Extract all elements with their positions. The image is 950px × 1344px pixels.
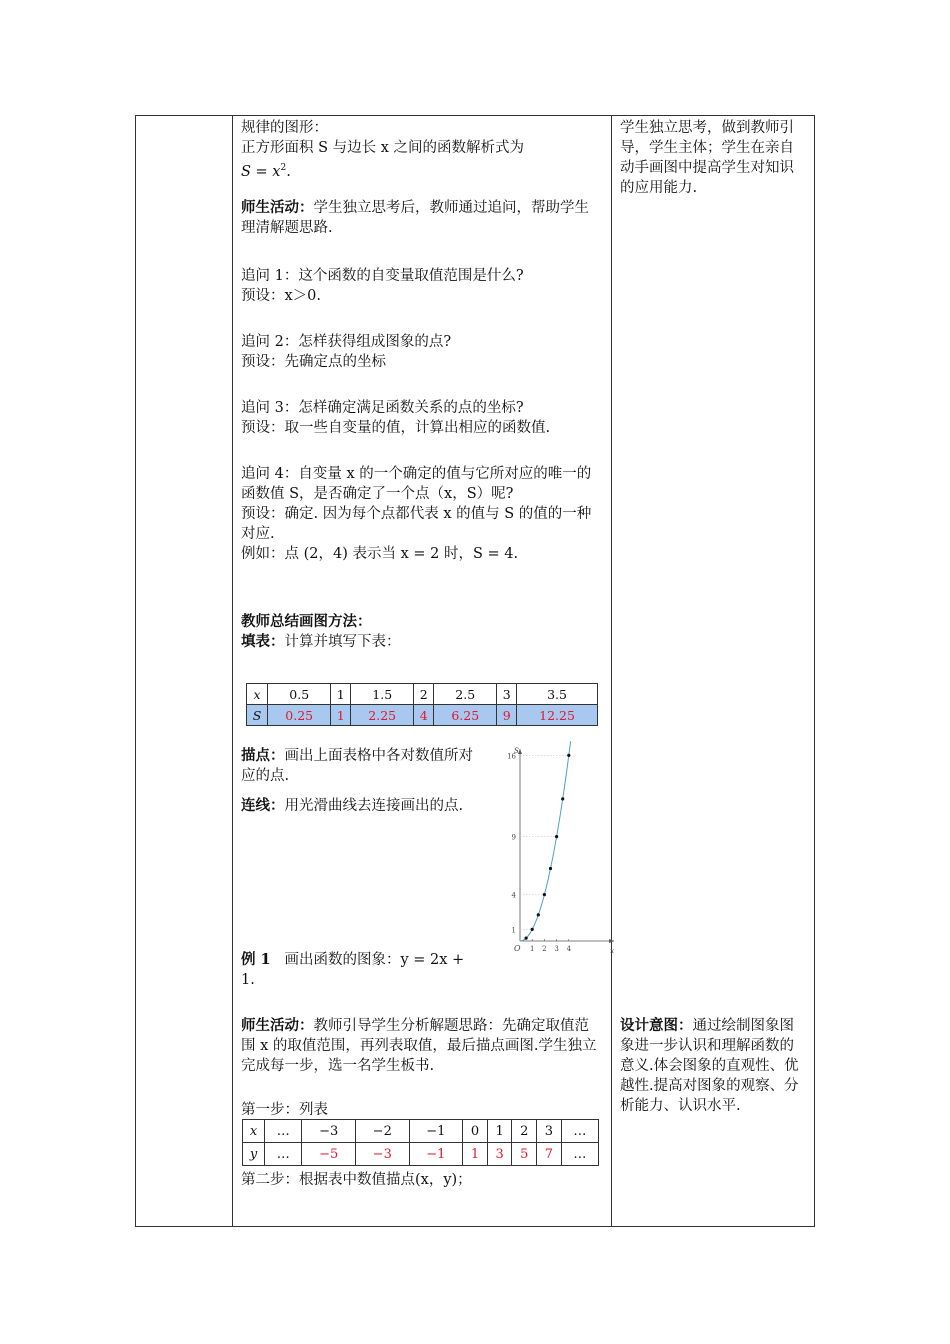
table-cell: 1 xyxy=(331,684,351,705)
fill-paragraph xyxy=(241,632,603,652)
table-cell: 2.25 xyxy=(351,705,414,726)
table-header-y: y xyxy=(243,1143,265,1166)
table-row xyxy=(243,1143,599,1166)
table-cell: 1.5 xyxy=(351,684,414,705)
plot-paragraph xyxy=(241,746,481,786)
data-point xyxy=(567,754,570,757)
activity-label: 师生活动： xyxy=(241,198,314,216)
linear-function-table xyxy=(242,1119,599,1166)
table-cell: 1 xyxy=(463,1143,488,1166)
fill-label: 填表： xyxy=(241,632,285,650)
table-cell: 12.25 xyxy=(517,705,598,726)
x-axis-label: x xyxy=(610,947,615,955)
example-label: 例 1 xyxy=(241,951,271,968)
table-cell: 0 xyxy=(463,1120,488,1143)
formula-exponent: 2 xyxy=(280,163,287,173)
data-point xyxy=(543,893,546,896)
x-tick-label: 4 xyxy=(566,945,572,953)
table-row xyxy=(247,684,598,705)
question-2: 追问 2：怎样获得组成图象的点? xyxy=(241,333,452,350)
y-axis-label: S xyxy=(514,747,519,755)
table-cell: 7 xyxy=(537,1143,562,1166)
table-header-x: x xyxy=(247,684,268,705)
square-curve xyxy=(520,741,571,941)
y-tick-label: 1 xyxy=(511,926,516,935)
table-cell: 6.25 xyxy=(434,705,497,726)
table-cell: … xyxy=(265,1120,302,1143)
question-4: 追问 4：自变量 x 的一个确定的值与它所对应的唯一的函数值 S，是否确定了一个点（x，S）呢? xyxy=(241,465,592,502)
y-tick-label: 16 xyxy=(507,752,516,761)
connect-paragraph xyxy=(241,796,481,816)
answer-1: 预设：x＞0. xyxy=(241,287,322,304)
column-divider xyxy=(610,116,615,1226)
x-tick-label: 1 xyxy=(529,945,535,953)
example-paragraph xyxy=(241,950,473,990)
table-cell: … xyxy=(561,1120,598,1143)
data-point xyxy=(537,913,540,916)
y-tick-label: 4 xyxy=(511,891,516,900)
example-text: 画出函数的图象：y = 2x + 1. xyxy=(241,952,465,988)
formula: S = x xyxy=(241,163,281,180)
table-header-s: S xyxy=(247,705,268,726)
data-point xyxy=(525,937,528,940)
formula-end: . xyxy=(286,163,291,180)
activity2-paragraph xyxy=(241,1016,603,1076)
answer-3: 预设：取一些自变量的值，计算出相应的函数值. xyxy=(241,419,551,436)
table-cell: −2 xyxy=(355,1120,409,1143)
answer-2: 预设：先确定点的坐标 xyxy=(241,353,386,370)
table-cell: 2.5 xyxy=(434,684,497,705)
plot-label: 描点： xyxy=(241,747,285,764)
question-1: 追问 1：这个函数的自变量取值范围是什么? xyxy=(241,267,524,284)
answer-4: 预设：确定. 因为每个点都代表 x 的值与 S 的值的一种对应. xyxy=(241,505,592,542)
table-cell: 2 xyxy=(512,1120,537,1143)
table-cell: 4 xyxy=(414,705,434,726)
design-label: 设计意图： xyxy=(620,1017,693,1034)
connect-label: 连线： xyxy=(241,797,285,814)
table-cell: 1 xyxy=(331,705,351,726)
table-cell: 5 xyxy=(512,1143,537,1166)
intro-line: 正方形面积 S 与边长 x 之间的函数解析式为 xyxy=(241,140,525,156)
activity-label: 师生活动： xyxy=(241,1017,314,1034)
summary-title: 教师总结画图方法： xyxy=(241,612,372,630)
table-cell: −3 xyxy=(302,1120,356,1143)
formula-line xyxy=(241,158,603,182)
activity-paragraph xyxy=(241,198,603,238)
data-point xyxy=(531,928,534,931)
table-cell: … xyxy=(265,1143,302,1166)
data-point xyxy=(549,867,552,870)
table-cell: 3.5 xyxy=(517,684,598,705)
table-cell: 9 xyxy=(497,705,517,726)
table-cell: −1 xyxy=(409,1143,463,1166)
data-point xyxy=(555,835,558,838)
table-row xyxy=(243,1120,599,1143)
table-cell: 3 xyxy=(537,1120,562,1143)
table-cell: −3 xyxy=(355,1143,409,1166)
question-3: 追问 3：怎样确定满足函数关系的点的坐标? xyxy=(241,399,524,416)
table-cell: 1 xyxy=(487,1120,512,1143)
design-text: 通过绘制图象图象进一步认识和理解函数的意义.体会图象的直观性、优越性.提高对图象的观察、分析能力、认识水平. xyxy=(620,1018,799,1114)
table-cell: 3 xyxy=(497,684,517,705)
activity-text: 学生独立思考后，教师通过追问，帮助学生理清解题思路. xyxy=(241,199,589,236)
intro-line: 规律的图形： xyxy=(241,120,328,136)
intent-top: 学生独立思考，做到教师引导，学生主体；学生在亲自动手画图中提高学生对知识的应用能力. xyxy=(620,120,794,196)
table-cell: 0.25 xyxy=(268,705,331,726)
fill-text: 计算并填写下表： xyxy=(284,633,401,650)
table-row xyxy=(247,705,598,726)
square-function-graph xyxy=(500,745,615,955)
x-tick-label: 2 xyxy=(542,945,547,953)
step1-label: 第一步：列表 xyxy=(241,1102,328,1118)
table-cell: … xyxy=(561,1143,598,1166)
activity-text: 教师引导学生分析解题思路：先确定取值范围 x 的取值范围，再列表取值，最后描点画图.学生独立完成每一步，选一名学生板书. xyxy=(241,1018,597,1074)
teaching-process-column xyxy=(241,118,603,652)
connect-text: 用光滑曲线去连接画出的点. xyxy=(284,798,464,814)
table-cell: 0.5 xyxy=(268,684,331,705)
table-cell: 2 xyxy=(414,684,434,705)
origin-label: O xyxy=(514,944,521,953)
table-header-x: x xyxy=(243,1120,265,1143)
y-tick-label: 9 xyxy=(511,833,516,842)
column-divider xyxy=(232,116,233,1226)
x-tick-label: 3 xyxy=(554,945,559,953)
step2-label: 第二步：根据表中数值描点(x，y)； xyxy=(241,1172,472,1188)
example-4: 例如：点 (2，4) 表示当 x = 2 时，S = 4. xyxy=(241,545,519,562)
square-area-table xyxy=(246,683,598,726)
table-cell: −1 xyxy=(409,1120,463,1143)
table-cell: 3 xyxy=(487,1143,512,1166)
data-point xyxy=(561,797,564,800)
design-intent xyxy=(620,1016,808,1116)
table-cell: −5 xyxy=(302,1143,356,1166)
plot-text: 画出上面表格中各对数值所对应的点. xyxy=(241,748,473,784)
